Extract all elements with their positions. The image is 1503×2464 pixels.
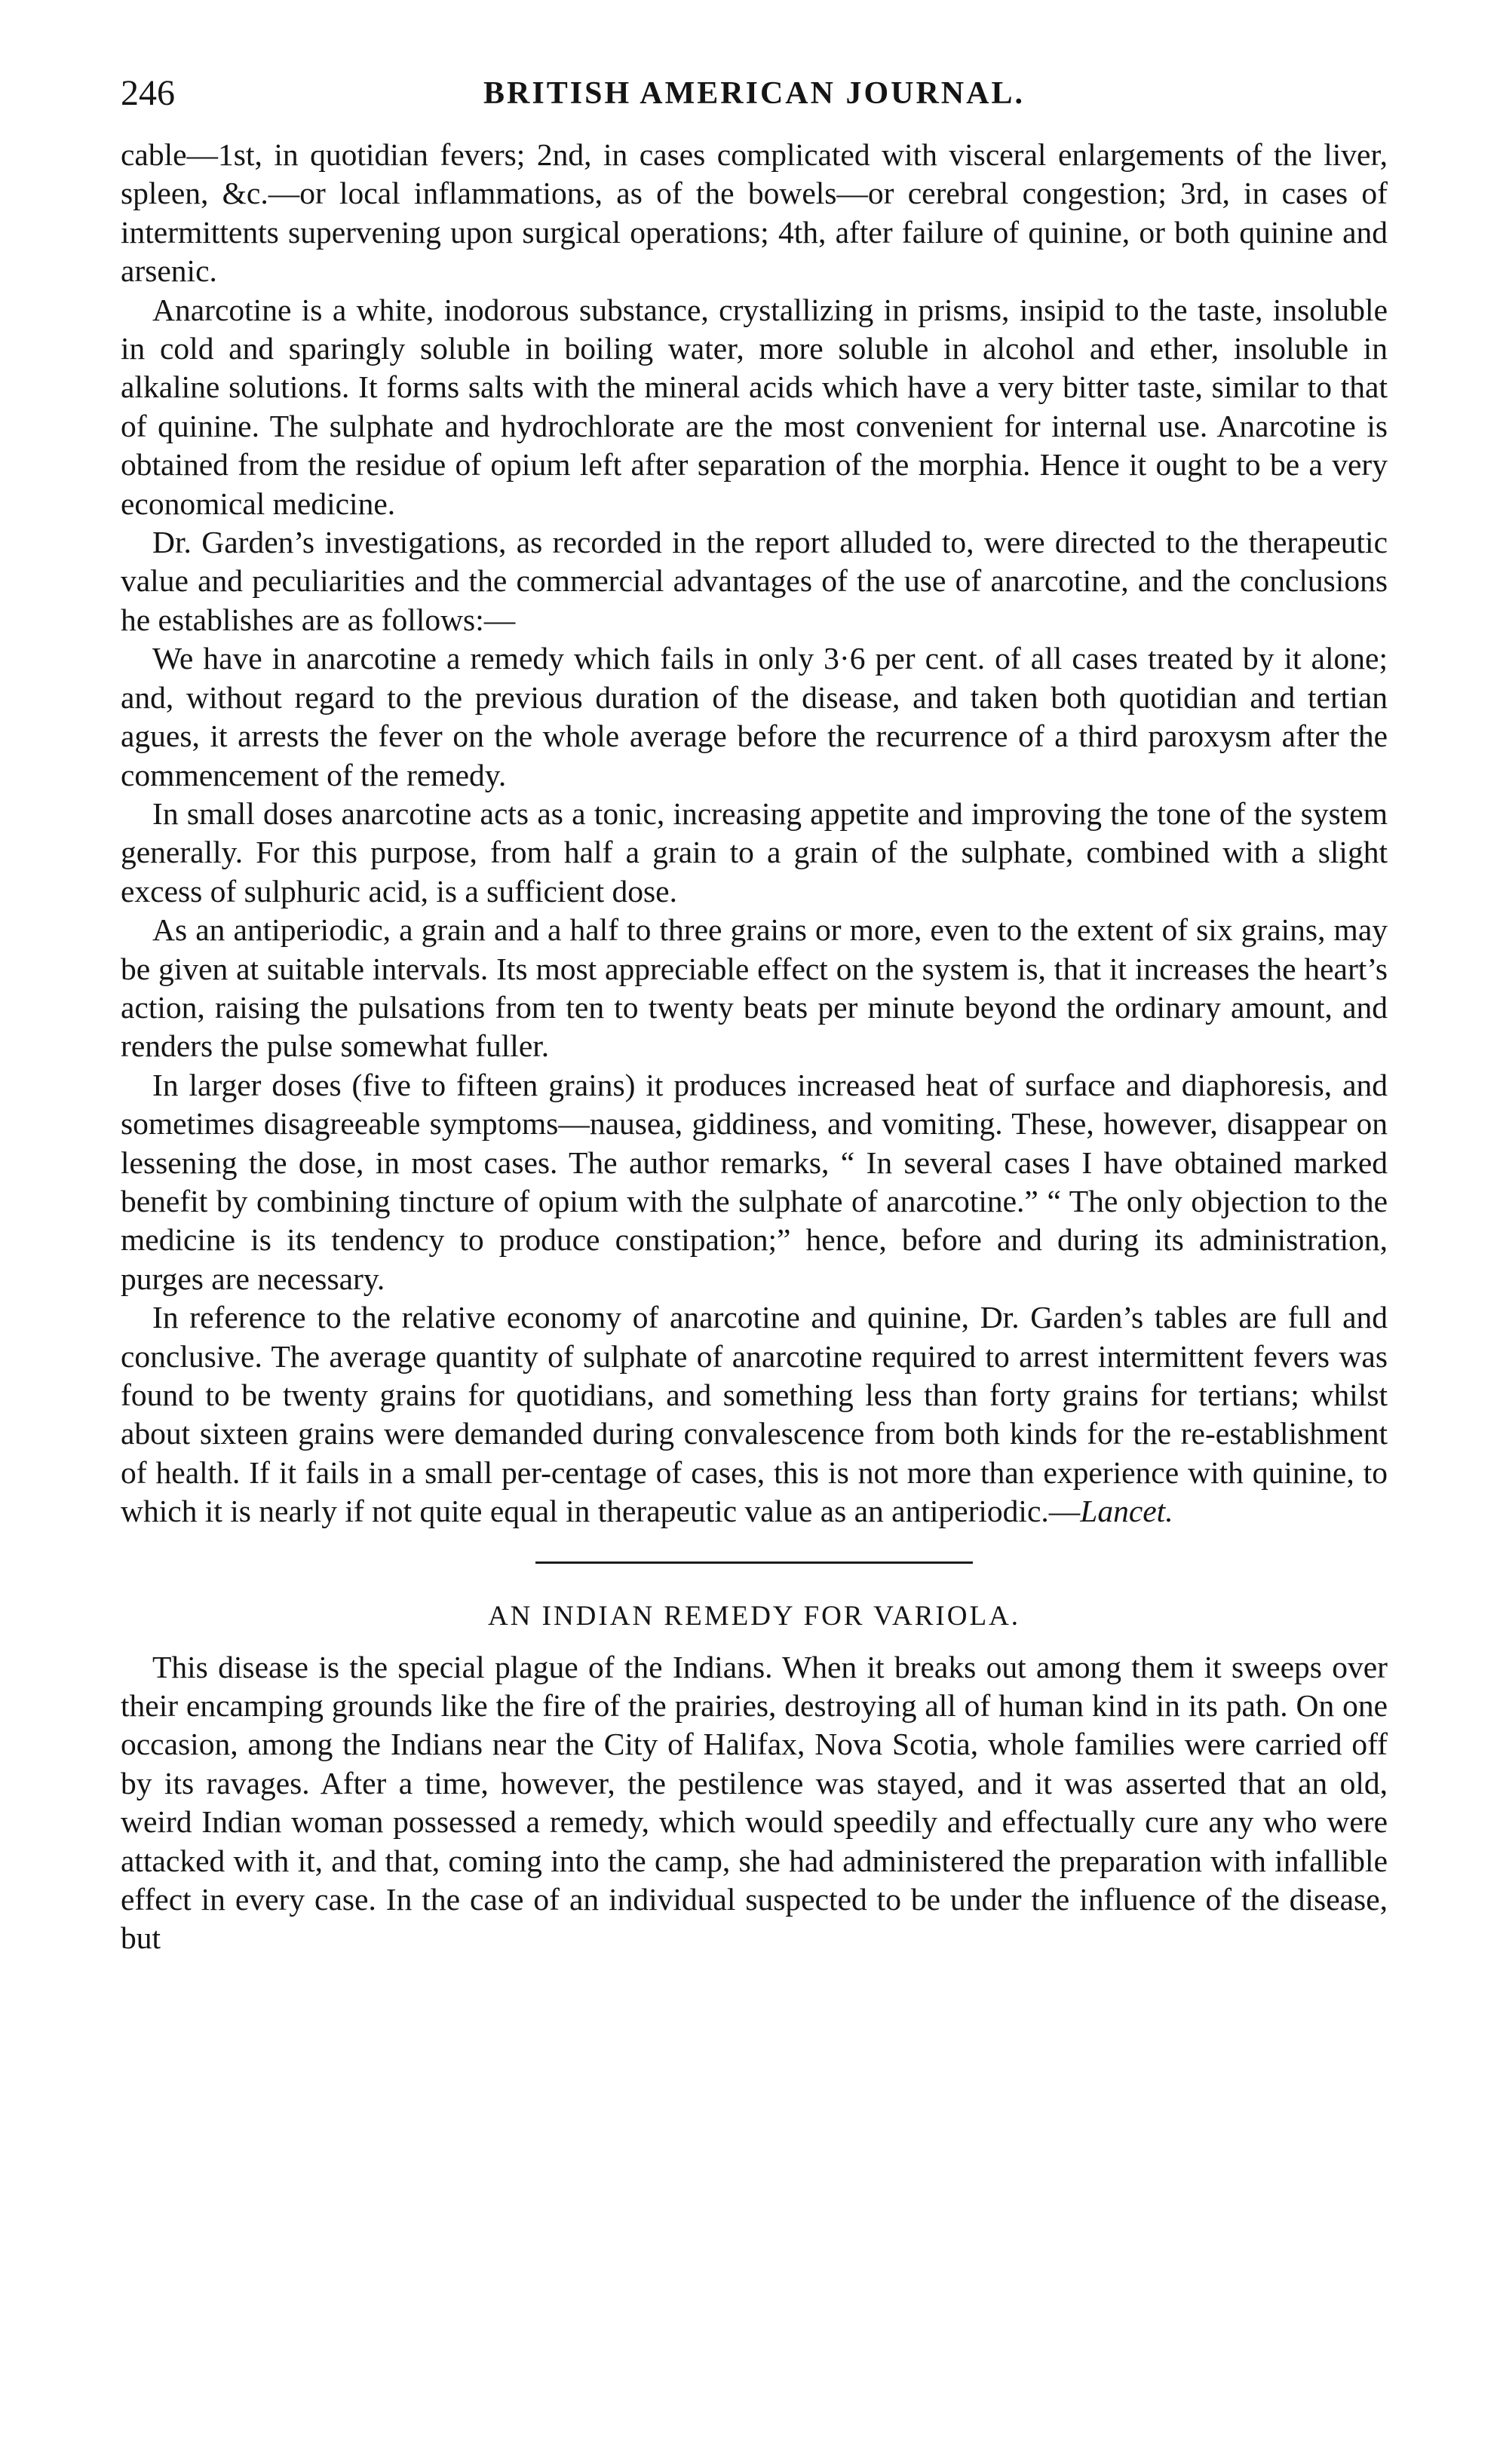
section-title: AN INDIAN REMEDY FOR VARIOLA. — [487, 1600, 1021, 1632]
paragraph-small-doses: In small doses anarcotine acts as a tonic, increasing appetite and improving the tone of the system generally. For this purpose, from half a grain to a grain of the sulphate, combined with a slight excess of sulphuric acid, is a sufficient dose. — [121, 795, 1388, 909]
page-number: 246 — [121, 73, 175, 113]
source-citation: Lancet. — [1080, 1494, 1173, 1529]
economy-text: In reference to the relative economy of anarcotine and quinine, Dr. Garden’s tables are full and conclusive. The average quantity of sulphate of anarcotine required to arrest intermittent fevers was found to be twenty grains for quotidians, and something less than forty grains for tertians; whilst about sixteen grains were demanded during convalescence from both kinds for the re-establishment of health. If it fails in a small per-centage of cases, this is not more than experience with quinine, to which it is nearly if not quite equal in therapeutic value as an antiperiodic.— — [121, 1300, 1388, 1529]
paragraph-larger-doses: In larger doses (five to fifteen grains) it produces increased heat of surface and diaphoresis, and sometimes disagreeable symptoms—nausea, giddiness, and vomiting. These, however, disappear on lessening the dose, in most cases. The author remarks, “ In several cases I have obtained marked benefit by combining tincture of opium with the sulphate of anarcotine.” “ The only objection to the medicine is its tendency to produce constipation;” hence, before and during its administration, purges are necessary. — [121, 1067, 1388, 1296]
paragraph-continued: cable—1st, in quotidian fevers; 2nd, in cases complicated with visceral enlargements of the liver, spleen, &c.—or local inflammations, as of the bowels—or cerebral congestion; 3rd, in cases of intermittents supervening upon surgical operations; 4th, after failure of quinine, or both quinine and arsenic. — [121, 137, 1388, 289]
journal-title: BRITISH AMERICAN JOURNAL. — [483, 76, 1025, 111]
article-variola — [121, 1594, 1388, 1958]
section-divider — [535, 1561, 973, 1564]
journal-page — [121, 72, 1388, 2440]
paragraph-garden-investigations: Dr. Garden’s investigations, as recorded in the report alluded to, were directed to the therapeutic value and peculiarities and the commercial advantages of the use of anarcotine, and the conclusions he establishes are as follows:— — [121, 525, 1388, 637]
running-head — [121, 72, 1388, 125]
paragraph-relative-economy — [121, 1298, 1388, 1531]
paragraph-variola-intro: This disease is the special plague of the Indians. When it breaks out among them it sweeps over their encamping grounds like the fire of the prairies, destroying all of human kind in its path. On one occasion, among the Indians near the City of Halifax, Nova Scotia, whole families were carried off by its ravages. After a time, however, the pestilence was stayed, and it was asserted that an old, weird Indian woman possessed a remedy, which would speedily and effectually cure any who were attacked with it, and that, coming into the camp, she had administered the preparation with infallible effect in every case. In the case of an individual suspected to be under the influence of the disease, but — [121, 1649, 1388, 1956]
article-anarcotine — [121, 136, 1388, 1531]
paragraph-antiperiodic: As an antiperiodic, a grain and a half to three grains or more, even to the extent of six grains, may be given at suitable intervals. Its most appreciable effect on the system is, that it increases the heart’s action, raising the pulsations from ten to twenty beats per minute beyond the ordinary amount, and renders the pulse somewhat fuller. — [121, 912, 1388, 1064]
paragraph-anarcotine-description: Anarcotine is a white, inodorous substance, crystallizing in prisms, insipid to the taste, insoluble in cold and sparingly soluble in boiling water, more soluble in alcohol and ether, insoluble in alkaline solutions. It forms salts with the mineral acids which have a very bitter taste, similar to that of quinine. The sulphate and hydrochlorate are the most convenient for internal use. Anarcotine is obtained from the residue of opium left after separation of the morphia. Hence it ought to be a very economical medicine. — [121, 292, 1388, 521]
paragraph-remedy-efficacy: We have in anarcotine a remedy which fails in only 3·6 per cent. of all cases treated by it alone; and, without regard to the previous duration of the disease, and taken both quotidian and tertian agues, it arrests the fever on the whole average before the recurrence of a third paroxysm after the commencement of the remedy. — [121, 641, 1388, 792]
